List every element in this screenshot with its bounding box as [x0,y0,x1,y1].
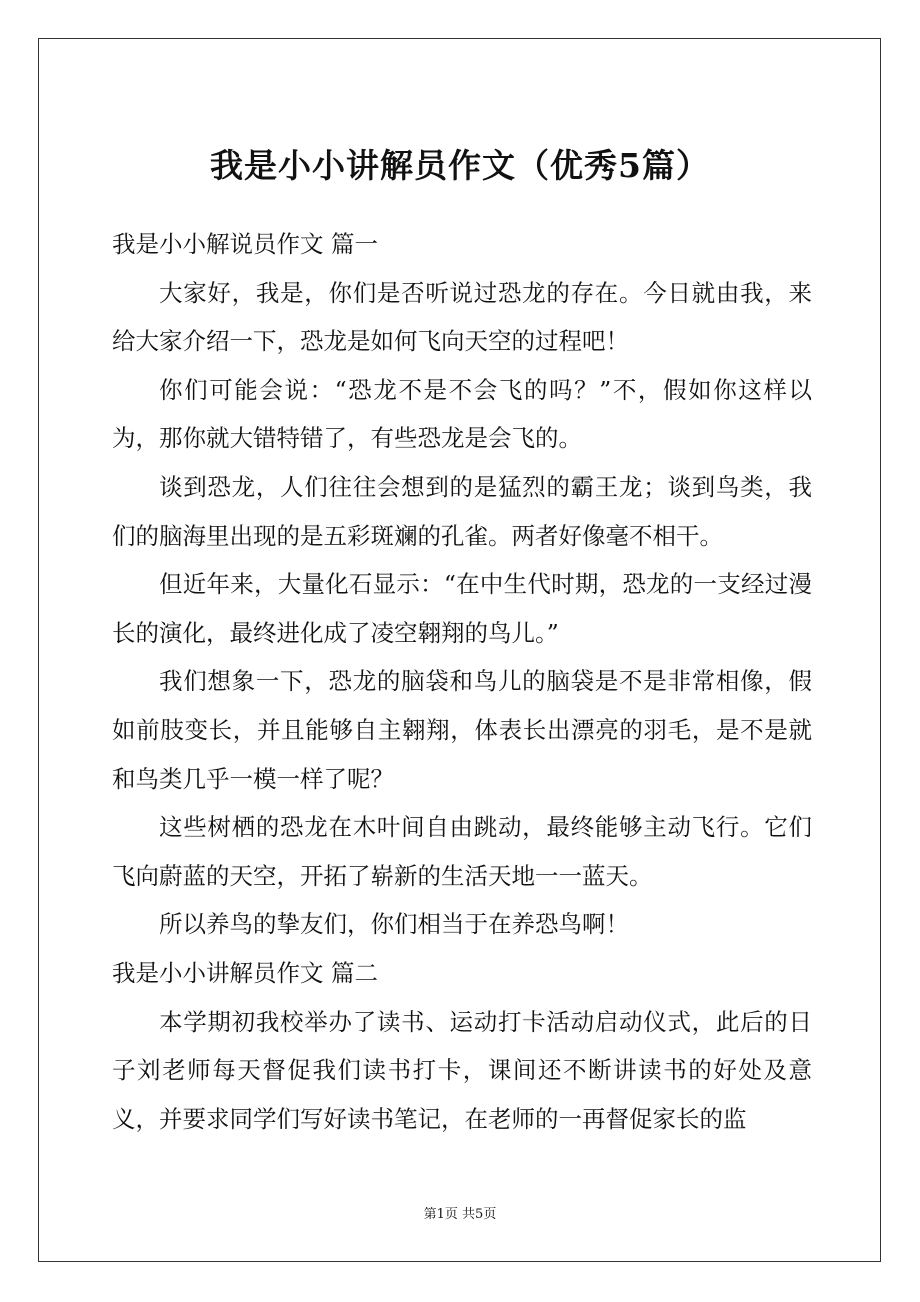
paragraph: 大家好，我是，你们是否听说过恐龙的存在。今日就由我，来给大家介绍一下，恐龙是如何飞向天空的过程吧！ [112,278,812,356]
paragraph: 谈到恐龙，人们往往会想到的是猛烈的霸王龙；谈到鸟类，我们的脑海里出现的是五彩斑斓的孔雀。两者好像毫不相干。 [112,472,812,550]
paragraph: 所以养鸟的挚友们，你们相当于在养恐鸟啊！ [159,910,629,939]
section-heading-1: 我是小小解说员作文 篇一 [112,230,378,258]
paragraph: 但近年来，大量化石显示：“在中生代时期，恐龙的一支经过漫长的演化，最终进化成了凌空翱翔的鸟儿。” [112,570,812,647]
paragraph: 本学期初我校举办了读书、运动打卡活动启动仪式，此后的日子刘老师每天督促我们读书打卡，课间还不断讲读书的好处及意义，并要求同学们写好读书笔记，在老师的一再督促家长的监 [112,1007,812,1133]
paragraph: 你们可能会说：“恐龙不是不会飞的吗？”不，假如你这样以为，那你就大错特错了，有些恐龙是会飞的。 [112,375,812,453]
page-number-footer: 第1页 共5页 [423,1207,497,1222]
paragraph: 我们想象一下，恐龙的脑袋和鸟儿的脑袋是不是非常相像，假如前肢变长，并且能够自主翱翔，体表长出漂亮的羽毛，是不是就和鸟类几乎一模一样了呢？ [112,667,812,793]
document-body [112,220,812,1143]
paragraph: 这些树栖的恐龙在木叶间自由跳动，最终能够主动飞行。它们飞向蔚蓝的天空，开拓了崭新的生活天地一一蓝天。 [112,813,812,890]
document-title: 我是小小讲解员作文（优秀5篇） [210,146,710,185]
section-heading-2: 我是小小讲解员作文 篇二 [112,958,378,987]
